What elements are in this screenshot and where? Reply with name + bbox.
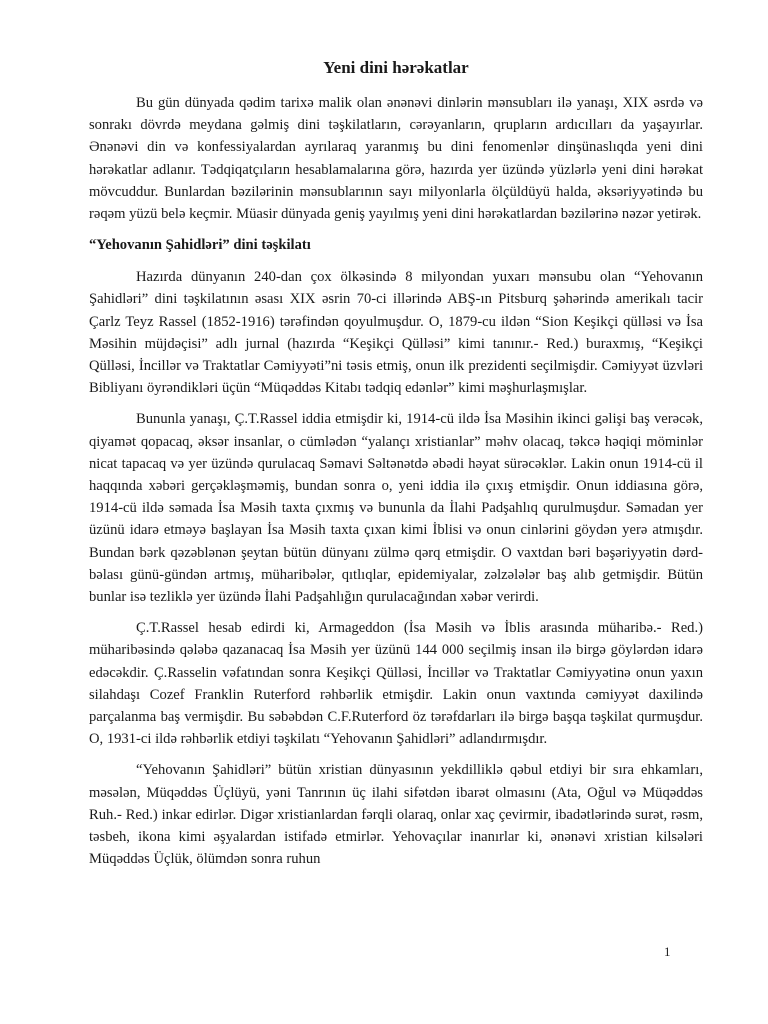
document-page [89, 58, 703, 880]
intro-paragraph: Bu gün dünyada qədim tarixə malik olan ənənəvi dinlərin mənsubları ilə yanaşı, XIX əsrdə və sonrakı dövrdə meydana gəlmiş dini təşkilatların, cərəyanların, qrupların ardıcılları da yaşayırlar. Ənənəvi din və konfessiyalardan ayrılaraq yaranmış bu dini fenomenlər dinşünaslıqda yeni dini hərəkatlar adlanır. Tədqiqatçıların hesablamalarına görə, hazırda yer üzündə yüzlərlə yeni dini hərəkat mövcuddur. Bunlardan bəzilərinin mənsublarının sayı milyonlarla ölçüldüyü halda, əksəriyyətində bu rəqəm yüzü belə keçmir. Müasir dünyada geniş yayılmış yeni dini hərəkatlardan bəzilərinə nəzər yetirək. [89, 95, 703, 223]
body-paragraph-2: Bununla yanaşı, Ç.T.Rassel iddia etmişdir ki, 1914-cü ildə İsa Məsihin ikinci gəlişi baş verəcək, qiyamət qopacaq, əksər insanlar, o cümlədən “yalançı xristianlar” məhv olacaq, təkcə həqiqi möminlər nicat tapacaq və yer üzündə qurulacaq Səmavi Səltənətdə əbədi həyat sürəcəklər. Lakin onun 1914-cü il haqqında xəbəri gerçəkləşməmiş, bundan sonra o, yeni iddia ilə çıxış etmişdir. Onun iddiasına görə, 1914-cü ildə səmada İsa Məsih taxta çıxmış və bununla da İlahi Padşahlıq qurulmuşdur. Səmadan yer üzünü idarə etməyə başlayan İsa Məsih taxta çıxan kimi İblisi və onun cinlərini göydən yerə atmışdır. Bundan bərk qəzəblənən şeytan bütün dünyanı zülmə qərq etmişdir. O vaxtdan bəri bəşəriyyətin dərd-bəlası günü-gündən artmış, müharibələr, qıtlıqlar, epidemiyalar, zəlzələlər baş alıb getmişdir. Bütün bunlar isə tezliklə yer üzündə İlahi Padşahlığın qurulacağından xəbər verirdi. [89, 411, 703, 606]
page-number: 1 [664, 944, 671, 959]
section-heading: “Yehovanın Şahidləri” dini təşkilatı [89, 237, 311, 254]
document-title: Yeni dini hərəkatlar [323, 58, 469, 77]
body-paragraph-1: Hazırda dünyanın 240-dan çox ölkəsində 8 milyondan yuxarı mənsubu olan “Yehovanın Şahidləri” dini təşkilatının əsası XIX əsrin 70-ci illərində ABŞ-ın Pitsburq şəhərində amerikalı tacir Çarlz Teyz Rassel (1852-1916) tərəfindən qoyulmuşdur. O, 1879-cu ildən “Sion Keşikçi qülləsi və İsa Məsihin müjdəçisi” adlı jurnal (hazırda “Keşikçi Qülləsi” kimi tanınır.- Red.) buraxmış, “Keşikçi Qülləsi, İncillər və Traktatlar Cəmiyyəti”ni təsis etmiş, onun ilk prezidenti seçilmişdir. Cəmiyyət üzvləri Bibliyanı öyrəndikləri üçün “Müqəddəs Kitabı tədqiq edənlər” kimi məşhurlaşmışlar. [89, 269, 703, 397]
body-paragraph-3: Ç.T.Rassel hesab edirdi ki, Armageddon (İsa Məsih və İblis arasında müharibə.- Red.) müharibəsində qələbə qazanacaq İsa Məsih yer üzünü 144 000 seçilmiş insan ilə birgə göylərdən idarə edəcəkdir. Ç.Rasselin vəfatından sonra Keşikçi Qülləsi, İncillər və Traktatlar Cəmiyyətinə onun yaxın silahdaşı Cozef Franklin Ruterford rəhbərlik etmişdir. Lakin onun vaxtında cəmiyyət daxilində parçalanma baş vermişdir. Bu səbəbdən C.F.Ruterford öz tərəfdarları ilə birgə başqa təşkilat qurmuşdur. O, 1931-ci ildə rəhbərlik etdiyi təşkilatı “Yehovanın Şahidləri” adlandırmışdır. [89, 620, 703, 748]
body-paragraph-4: “Yehovanın Şahidləri” bütün xristian dünyasının yekdilliklə qəbul etdiyi bir sıra ehkamları, məsələn, Müqəddəs Üçlüyü, yəni Tanrının üç ilahi sifətdən ibarət olmasını (Ata, Oğul və Müqəddəs Ruh.- Red.) inkar edirlər. Digər xristianlardan fərqli olaraq, onlar xaç çevirmir, ibadətlərində surət, rəsm, təsbeh, ikona kimi əşyalardan istifadə etmirlər. Yehovaçılar inanırlar ki, ənənəvi xristian kilsələri Müqəddəs Üçlük, ölümdən sonra ruhun [89, 762, 703, 868]
